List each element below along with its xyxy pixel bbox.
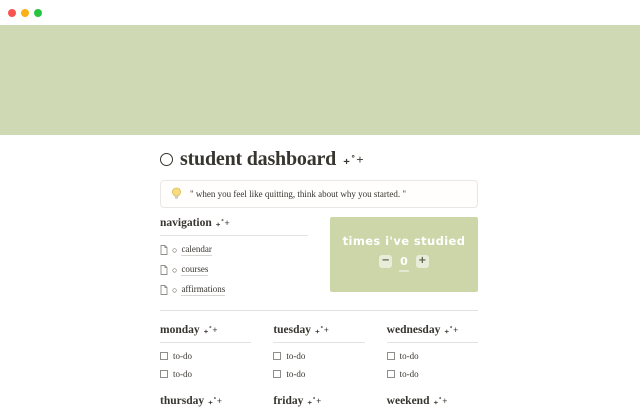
- todo-item: [387, 351, 478, 361]
- page-cover[interactable]: [0, 25, 640, 135]
- day-heading-thursday[interactable]: [160, 395, 251, 407]
- day-heading-decoration: ₊˚+: [444, 325, 459, 335]
- todo-label[interactable]: to-do: [286, 351, 306, 361]
- page-bullet-icon: ○: [172, 264, 178, 275]
- navigation-heading[interactable]: [160, 217, 308, 229]
- window-minimize-button[interactable]: [21, 9, 29, 17]
- page-title-text: student dashboard: [180, 148, 337, 170]
- day-heading-monday[interactable]: [160, 324, 251, 336]
- day-column-friday: [273, 395, 364, 407]
- todo-label[interactable]: to-do: [286, 369, 306, 379]
- todo-item: [387, 369, 478, 379]
- nav-counter-section: [160, 217, 478, 296]
- todo-checkbox[interactable]: [387, 352, 395, 360]
- day-column-weekend: [387, 395, 478, 407]
- counter-underline: [399, 270, 409, 272]
- day-divider: [273, 342, 364, 343]
- day-heading-text: monday: [160, 324, 200, 336]
- day-heading-decoration: ₊˚+: [208, 396, 223, 406]
- todo-checkbox[interactable]: [273, 352, 281, 360]
- day-column-thursday: [160, 395, 251, 407]
- nav-link-courses[interactable]: [160, 264, 308, 276]
- day-heading-weekend[interactable]: [387, 395, 478, 407]
- study-counter-widget: [330, 217, 478, 292]
- day-column-monday: [160, 324, 251, 379]
- week-row-1: [160, 324, 478, 379]
- day-heading-text: tuesday: [273, 324, 312, 336]
- counter-plus-button[interactable]: +: [416, 255, 429, 268]
- week-row-2: [160, 395, 478, 407]
- navigation-heading-text: navigation: [160, 217, 212, 229]
- todo-checkbox[interactable]: [160, 352, 168, 360]
- todo-checkbox[interactable]: [160, 370, 168, 378]
- study-counter-controls: [330, 255, 478, 268]
- day-heading-text: weekend: [386, 395, 430, 407]
- window-maximize-button[interactable]: [34, 9, 42, 17]
- window-titlebar: [0, 0, 640, 25]
- day-column-wednesday: [387, 324, 478, 379]
- todo-checkbox[interactable]: [387, 370, 395, 378]
- page-icon: [160, 285, 168, 295]
- page-bullet-icon: ○: [172, 244, 178, 255]
- nav-link-label: calendar: [181, 244, 212, 254]
- day-heading-text: friday: [273, 395, 304, 407]
- nav-link-calendar[interactable]: [160, 244, 308, 256]
- day-heading-decoration: ₊˚+: [203, 325, 219, 335]
- page-icon: [160, 245, 168, 255]
- todo-item: [160, 369, 251, 379]
- todo-item: [273, 369, 364, 379]
- day-divider: [387, 342, 478, 343]
- window-close-button[interactable]: [8, 9, 16, 17]
- quote-callout[interactable]: [160, 180, 478, 208]
- day-heading-wednesday[interactable]: [387, 324, 478, 336]
- navigation-divider: [160, 235, 308, 236]
- counter-minus-button[interactable]: −: [379, 255, 392, 268]
- todo-item: [273, 351, 364, 361]
- day-heading-tuesday[interactable]: [273, 324, 364, 336]
- page-content: [160, 148, 478, 407]
- quote-text: " when you feel like quitting, think about why you started. ": [190, 189, 407, 199]
- nav-link-affirmations[interactable]: [160, 284, 308, 296]
- day-column-tuesday: [273, 324, 364, 379]
- lightbulb-icon: [171, 187, 182, 201]
- page-title[interactable]: [160, 148, 478, 171]
- study-counter-title: times i've studied: [342, 234, 466, 248]
- day-heading-decoration: ₊˚+: [307, 396, 322, 406]
- day-heading-text: wednesday: [386, 324, 441, 336]
- todo-label[interactable]: to-do: [399, 369, 419, 379]
- todo-label[interactable]: to-do: [173, 369, 192, 379]
- page-bullet-icon: ○: [172, 284, 178, 295]
- page-icon: [160, 265, 168, 275]
- navigation-column: [160, 217, 308, 296]
- day-heading-decoration: ₊˚+: [433, 396, 448, 406]
- page-title-decoration: ₊˚+: [343, 151, 365, 167]
- nav-link-label: courses: [181, 264, 209, 274]
- todo-checkbox[interactable]: [273, 370, 281, 378]
- todo-item: [160, 351, 251, 361]
- todo-label[interactable]: to-do: [399, 351, 419, 361]
- page-title-circle-icon: [160, 153, 173, 166]
- section-divider: [160, 310, 478, 311]
- todo-label[interactable]: to-do: [173, 351, 192, 361]
- navigation-heading-decoration: ₊˚+: [215, 218, 231, 228]
- day-heading-text: thursday: [160, 395, 205, 407]
- day-heading-friday[interactable]: [273, 395, 364, 407]
- day-divider: [160, 342, 251, 343]
- day-heading-decoration: ₊˚+: [315, 325, 330, 335]
- nav-link-label: affirmations: [181, 284, 226, 294]
- counter-value: 0: [400, 255, 408, 268]
